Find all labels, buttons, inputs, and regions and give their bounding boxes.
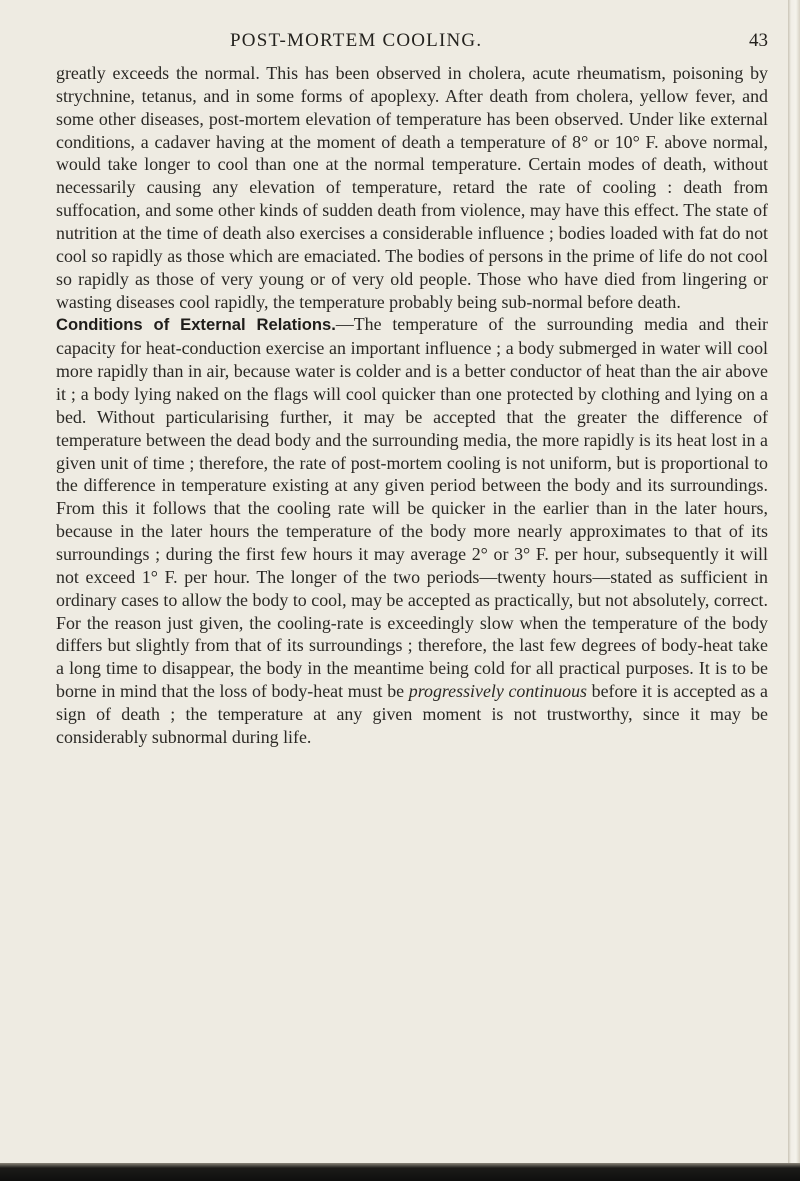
paragraph-text-end: before it is accepted as a sign of death ; the temperature at any given moment is not trustworthy, since it may be considerably subnormal during life.: [56, 681, 768, 747]
page-header: [230, 30, 768, 54]
page-edge: [788, 0, 800, 1181]
paragraph-external-relations: [56, 313, 768, 748]
page-number: 43: [749, 30, 768, 51]
section-heading: Conditions of External Relations.: [56, 315, 336, 335]
paragraph-text: —The temperature of the surrounding media and their capacity for heat-conduction exercise an important influence ; a body submerged in water will cool more rapidly than in air, because water is colder and is a better conductor of heat than the air above it ; a body lying naked on the flags will cool quicker than one protected by clothing and lying on a bed. Without particularising further, it may be accepted that the greater the difference of temperature between the dead body and the surrounding media, the more rapidly is its heat lost in a given unit of time ; therefore, the rate of post-mortem cooling is not uniform, but is proportional to the difference in temperature existing at any given period between the body and its surroundings. From this it follows that the cooling rate will be quicker in the earlier than in the later hours, because in the later hours the temperature of the body more nearly approximates to that of its surroundings ; during the first few hours it may average 2° or 3° F. per hour, subsequently it will not exceed 1° F. per hour. The longer of the two periods—twenty hours—stated as sufficient in ordinary cases to allow the body to cool, may be accepted as practically, but not absolutely, correct. For the reason just given, the cooling-rate is exceedingly slow when the temperature of the body differs but slightly from that of its surroundings ; therefore, the last few degrees of body-heat take a long time to disappear, the body in the meantime being cold for all practical purposes. It is to be borne in mind that the loss of body-heat must be: [56, 314, 768, 702]
body-text: [56, 62, 768, 749]
running-title: POST-MORTEM COOLING.: [230, 30, 483, 51]
scan-bottom-edge: [0, 1163, 800, 1181]
paragraph-nutrition-and-disease: greatly exceeds the normal. This has been observed in cholera, acute rheumatism, poisoning by strychnine, tetanus, and in some forms of apoplexy. After death from cholera, yellow fever, and some other diseases, post-mortem elevation of temperature has been observed. Under like external conditions, a cadaver having at the moment of death a temperature of 8° or 10° F. above normal, would take longer to cool than one at the normal temperature. Certain modes of death, without necessarily causing any elevation of temperature, retard the rate of cooling : death from suffocation, and some other kinds of sudden death from violence, may have this effect. The state of nutrition at the time of death also exercises a considerable influence ; bodies loaded with fat do not cool so rapidly as those which are emaciated. The bodies of persons in the prime of life do not cool so rapidly as those of very young or of very old people. Those who have died from lingering or wasting diseases cool rapidly, the temperature probably being sub-normal before death.: [56, 63, 768, 312]
emphasis-text: progressively continuous: [408, 681, 587, 702]
